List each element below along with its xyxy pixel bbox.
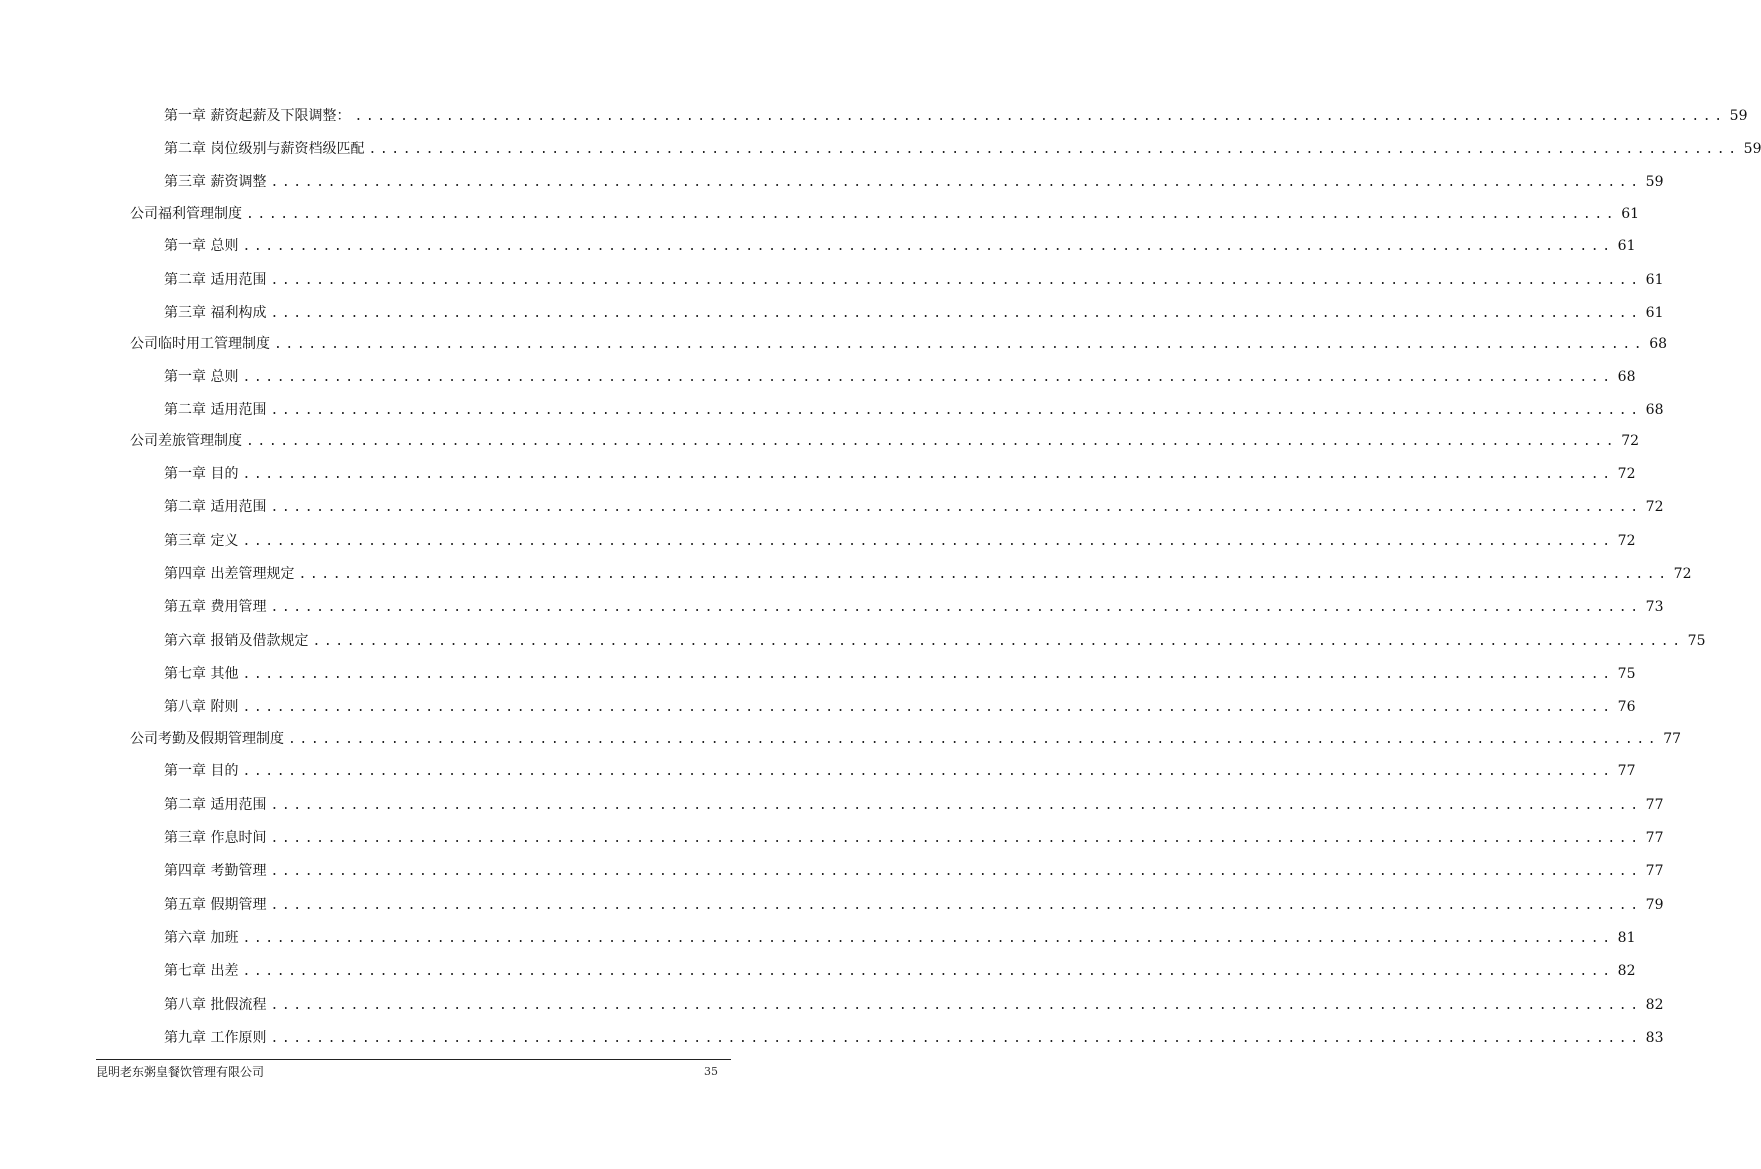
toc-section-label: 公司临时用工管理制度: [130, 336, 270, 352]
toc-entry[interactable]: [164, 1029, 1664, 1048]
toc-entry-page: 75: [1617, 666, 1636, 682]
toc-entry[interactable]: [164, 698, 1636, 717]
toc-entry-page: 59: [1743, 141, 1761, 157]
dot-leader: ........................................................................................................................: [270, 798, 1642, 813]
dot-leader: ........................................................................................................................: [270, 500, 1642, 515]
footer-company-name: 昆明老东粥皇餐饮管理有限公司: [96, 1065, 265, 1079]
toc-entry-page: 59: [1645, 174, 1664, 190]
dot-leader: ........................................................................................................................: [242, 931, 1614, 946]
toc-entry[interactable]: [164, 532, 1636, 551]
toc-entry[interactable]: [164, 796, 1664, 815]
toc-entry[interactable]: [164, 498, 1664, 517]
dot-leader: ........................................................................................................................: [270, 403, 1642, 418]
dot-leader: ........................................................................................................................: [270, 306, 1642, 321]
toc-entry-label: 第九章 工作原则: [164, 1030, 267, 1046]
toc-section-label: 公司福利管理制度: [130, 206, 242, 222]
toc-entry-label: 第三章 作息时间: [164, 830, 267, 846]
footer-divider: [96, 1059, 731, 1060]
toc-entry-page: 82: [1617, 963, 1636, 979]
toc-entry[interactable]: [164, 665, 1636, 684]
toc-entry-label: 第一章 目的: [164, 466, 239, 482]
dot-leader: ........................................................................................................................: [242, 964, 1614, 979]
toc-entry-page: 77: [1617, 763, 1636, 779]
dot-leader: ........................................................................................................................: [288, 732, 1660, 747]
toc-entry[interactable]: [164, 368, 1636, 387]
toc-entry-page: 72: [1645, 499, 1664, 515]
toc-entry-page: 72: [1617, 466, 1636, 482]
toc-entry-label: 第三章 福利构成: [164, 305, 267, 321]
toc-entry[interactable]: [164, 896, 1664, 915]
toc-entry[interactable]: [164, 401, 1664, 420]
toc-entry[interactable]: [164, 107, 1748, 126]
toc-entry-page: 72: [1617, 533, 1636, 549]
dot-leader: ........................................................................................................................: [242, 667, 1614, 682]
toc-entry[interactable]: [164, 140, 1761, 159]
dot-leader: ........................................................................................................................: [274, 337, 1646, 352]
toc-entry[interactable]: [164, 598, 1664, 617]
toc-entry-page: 61: [1645, 305, 1664, 321]
dot-leader: ........................................................................................................................: [354, 109, 1726, 124]
toc-section-label: 公司考勤及假期管理制度: [130, 731, 284, 747]
toc-section[interactable]: [130, 432, 1640, 451]
dot-leader: ........................................................................................................................: [246, 434, 1618, 449]
toc-entry-label: 第二章 适用范围: [164, 797, 267, 813]
dot-leader: ........................................................................................................................: [270, 175, 1642, 190]
toc-entry-label: 第七章 出差: [164, 963, 239, 979]
toc-entry-page: 68: [1617, 369, 1636, 385]
toc-section-page: 77: [1663, 731, 1682, 747]
dot-leader: ........................................................................................................................: [298, 567, 1670, 582]
toc-entry-page: 81: [1617, 930, 1636, 946]
dot-leader: ........................................................................................................................: [242, 239, 1614, 254]
toc-entry-label: 第一章 目的: [164, 763, 239, 779]
toc-section-label: 公司差旅管理制度: [130, 433, 242, 449]
toc-entry-label: 第二章 适用范围: [164, 272, 267, 288]
toc-entry-label: 第一章 薪资起薪及下限调整：: [164, 108, 351, 124]
toc-entry-label: 第五章 假期管理: [164, 897, 267, 913]
dot-leader: ........................................................................................................................: [242, 764, 1614, 779]
dot-leader: ........................................................................................................................: [270, 1031, 1642, 1046]
dot-leader: ........................................................................................................................: [312, 634, 1684, 649]
dot-leader: ........................................................................................................................: [270, 898, 1642, 913]
toc-entry[interactable]: [164, 996, 1664, 1015]
toc-entry-label: 第六章 加班: [164, 930, 239, 946]
toc-entry-label: 第四章 出差管理规定: [164, 566, 295, 582]
toc-entry-page: 73: [1645, 599, 1664, 615]
dot-leader: ........................................................................................................................: [242, 534, 1614, 549]
toc-entry[interactable]: [164, 829, 1664, 848]
toc-entry-page: 79: [1645, 897, 1664, 913]
toc-entry-label: 第六章 报销及借款规定: [164, 633, 309, 649]
toc-entry-label: 第三章 薪资调整: [164, 174, 267, 190]
toc-entry[interactable]: [164, 862, 1664, 881]
toc-entry[interactable]: [164, 173, 1664, 192]
toc-section-page: 61: [1621, 206, 1640, 222]
dot-leader: ........................................................................................................................: [270, 831, 1642, 846]
toc-entry-page: 59: [1729, 108, 1748, 124]
toc-entry-page: 77: [1645, 863, 1664, 879]
dot-leader: ........................................................................................................................: [242, 370, 1614, 385]
toc-entry-label: 第八章 批假流程: [164, 997, 267, 1013]
toc-entry-label: 第七章 其他: [164, 666, 239, 682]
toc-entry[interactable]: [164, 304, 1664, 323]
dot-leader: ........................................................................................................................: [270, 600, 1642, 615]
toc-entry-page: 72: [1673, 566, 1692, 582]
toc-entry-label: 第一章 总则: [164, 238, 239, 254]
toc-entry-label: 第二章 岗位级别与薪资档级匹配: [164, 141, 365, 157]
toc-entry-page: 77: [1645, 797, 1664, 813]
toc-entry[interactable]: [164, 962, 1636, 981]
toc-entry[interactable]: [164, 237, 1636, 256]
toc-entry-page: 68: [1645, 402, 1664, 418]
dot-leader: ........................................................................................................................: [270, 998, 1642, 1013]
toc-entry-page: 82: [1645, 997, 1664, 1013]
toc-entry[interactable]: [164, 762, 1636, 781]
toc-entry-page: 75: [1687, 633, 1706, 649]
toc-entry-label: 第一章 总则: [164, 369, 239, 385]
toc-entry-page: 77: [1645, 830, 1664, 846]
toc-entry-label: 第二章 适用范围: [164, 402, 267, 418]
toc-entry-label: 第五章 费用管理: [164, 599, 267, 615]
dot-leader: ........................................................................................................................: [242, 700, 1614, 715]
dot-leader: ........................................................................................................................: [242, 467, 1614, 482]
toc-entry[interactable]: [164, 565, 1692, 584]
toc-entry-page: 61: [1645, 272, 1664, 288]
footer-page-number: 35: [704, 1065, 718, 1078]
toc-entry[interactable]: [164, 929, 1636, 948]
toc-section[interactable]: [130, 205, 1640, 224]
toc-section-page: 68: [1649, 336, 1668, 352]
toc-entry-label: 第四章 考勤管理: [164, 863, 267, 879]
toc-section[interactable]: [130, 730, 1682, 749]
toc-entry-page: 83: [1645, 1030, 1664, 1046]
dot-leader: ........................................................................................................................: [270, 864, 1642, 879]
toc-entry-label: 第三章 定义: [164, 533, 239, 549]
toc-entry[interactable]: [164, 465, 1636, 484]
toc-entry[interactable]: [164, 632, 1706, 651]
toc-entry-page: 61: [1617, 238, 1636, 254]
dot-leader: ........................................................................................................................: [246, 207, 1618, 222]
toc-section-page: 72: [1621, 433, 1640, 449]
toc-entry-label: 第八章 附则: [164, 699, 239, 715]
dot-leader: ........................................................................................................................: [368, 142, 1740, 157]
toc-entry-label: 第二章 适用范围: [164, 499, 267, 515]
toc-entry[interactable]: [164, 271, 1664, 290]
dot-leader: ........................................................................................................................: [270, 273, 1642, 288]
toc-entry-page: 76: [1617, 699, 1636, 715]
toc-section[interactable]: [130, 335, 1668, 354]
